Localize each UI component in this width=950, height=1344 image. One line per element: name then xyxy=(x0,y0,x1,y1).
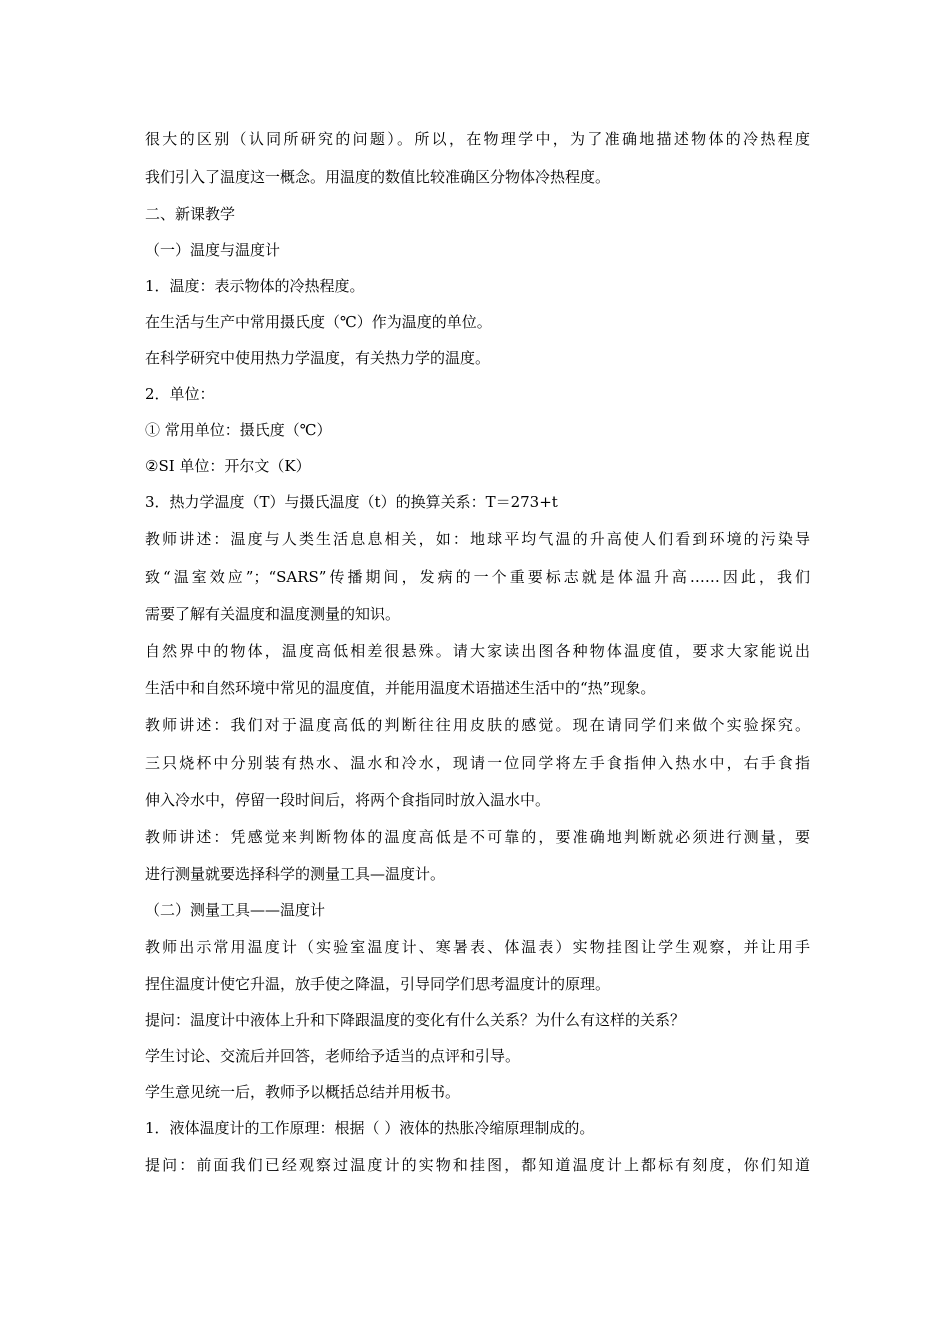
text-line: 捏住温度计使它升温，放手使之降温，引导同学们思考温度计的原理。 xyxy=(145,975,611,993)
text-line: 自然界中的物体，温度高低相差很悬殊。请大家读出图各种物体温度值，要求大家能说出 xyxy=(145,642,810,660)
text-line: 在生活与生产中常用摄氏度（℃）作为温度的单位。 xyxy=(145,313,492,331)
text-line: 提问：温度计中液体上升和下降跟温度的变化有什么关系？为什么有这样的关系？ xyxy=(145,1011,686,1029)
text-line: 进行测量就要选择科学的测量工具—温度计。 xyxy=(145,865,446,883)
text-line: 三只烧杯中分别装有热水、温水和冷水，现请一位同学将左手食指伸入热水中，右手食指 xyxy=(145,754,810,772)
text-line: 生活中和自然环境中常见的温度值，并能用温度术语描述生活中的“热”现象。 xyxy=(145,679,656,697)
section-heading: 二、新课教学 xyxy=(145,205,236,223)
text-line: 教师讲述：凭感觉来判断物体的温度高低是不可靠的，要准确地判断就必须进行测量，要 xyxy=(145,828,810,846)
text-line: ① 常用单位：摄氏度（℃） xyxy=(145,421,332,439)
document-page xyxy=(145,120,810,1184)
text-line: ②SI 单位：开尔文（K） xyxy=(145,457,311,475)
text-line: 教师出示常用温度计（实验室温度计、寒暑表、体温表）实物挂图让学生观察，并让用手 xyxy=(145,938,810,956)
text-line: 教师讲述：温度与人类生活息息相关，如：地球平均气温的升高使人们看到环境的污染导 xyxy=(145,530,810,548)
text-line: 1．温度：表示物体的冷热程度。 xyxy=(145,277,365,295)
text-line: 在科学研究中使用热力学温度，有关热力学的温度。 xyxy=(145,349,491,367)
text-line: 我们引入了温度这一概念。用温度的数值比较准确区分物体冷热程度。 xyxy=(145,168,611,186)
subsection-heading: （二）测量工具——温度计 xyxy=(145,901,326,919)
text-line: 伸入冷水中，停留一段时间后，将两个食指同时放入温水中。 xyxy=(145,791,551,809)
text-line: 致“温室效应”；“SARS”传播期间，发病的一个重要标志就是体温升高……因此，我们 xyxy=(145,568,810,586)
text-line: 1．液体温度计的工作原理：根据（ ）液体的热胀冷缩原理制成的。 xyxy=(145,1119,595,1137)
text-line: 提问：前面我们已经观察过温度计的实物和挂图，都知道温度计上都标有刻度，你们知道 xyxy=(145,1156,810,1174)
text-line: 学生讨论、交流后并回答，老师给予适当的点评和引导。 xyxy=(145,1047,521,1065)
text-line: 3．热力学温度（T）与摄氏温度（t）的换算关系：T＝273+t xyxy=(145,493,558,511)
text-line: 学生意见统一后，教师予以概括总结并用板书。 xyxy=(145,1083,461,1101)
text-line: 教师讲述：我们对于温度高低的判断往往用皮肤的感觉。现在请同学们来做个实验探究。 xyxy=(145,716,810,734)
subsection-heading: （一）温度与温度计 xyxy=(145,241,281,259)
text-line: 2．单位： xyxy=(145,385,215,403)
text-line: 很大的区别（认同所研究的问题）。所以，在物理学中，为了准确地描述物体的冷热程度 xyxy=(145,130,810,148)
text-line: 需要了解有关温度和温度测量的知识。 xyxy=(145,605,401,623)
